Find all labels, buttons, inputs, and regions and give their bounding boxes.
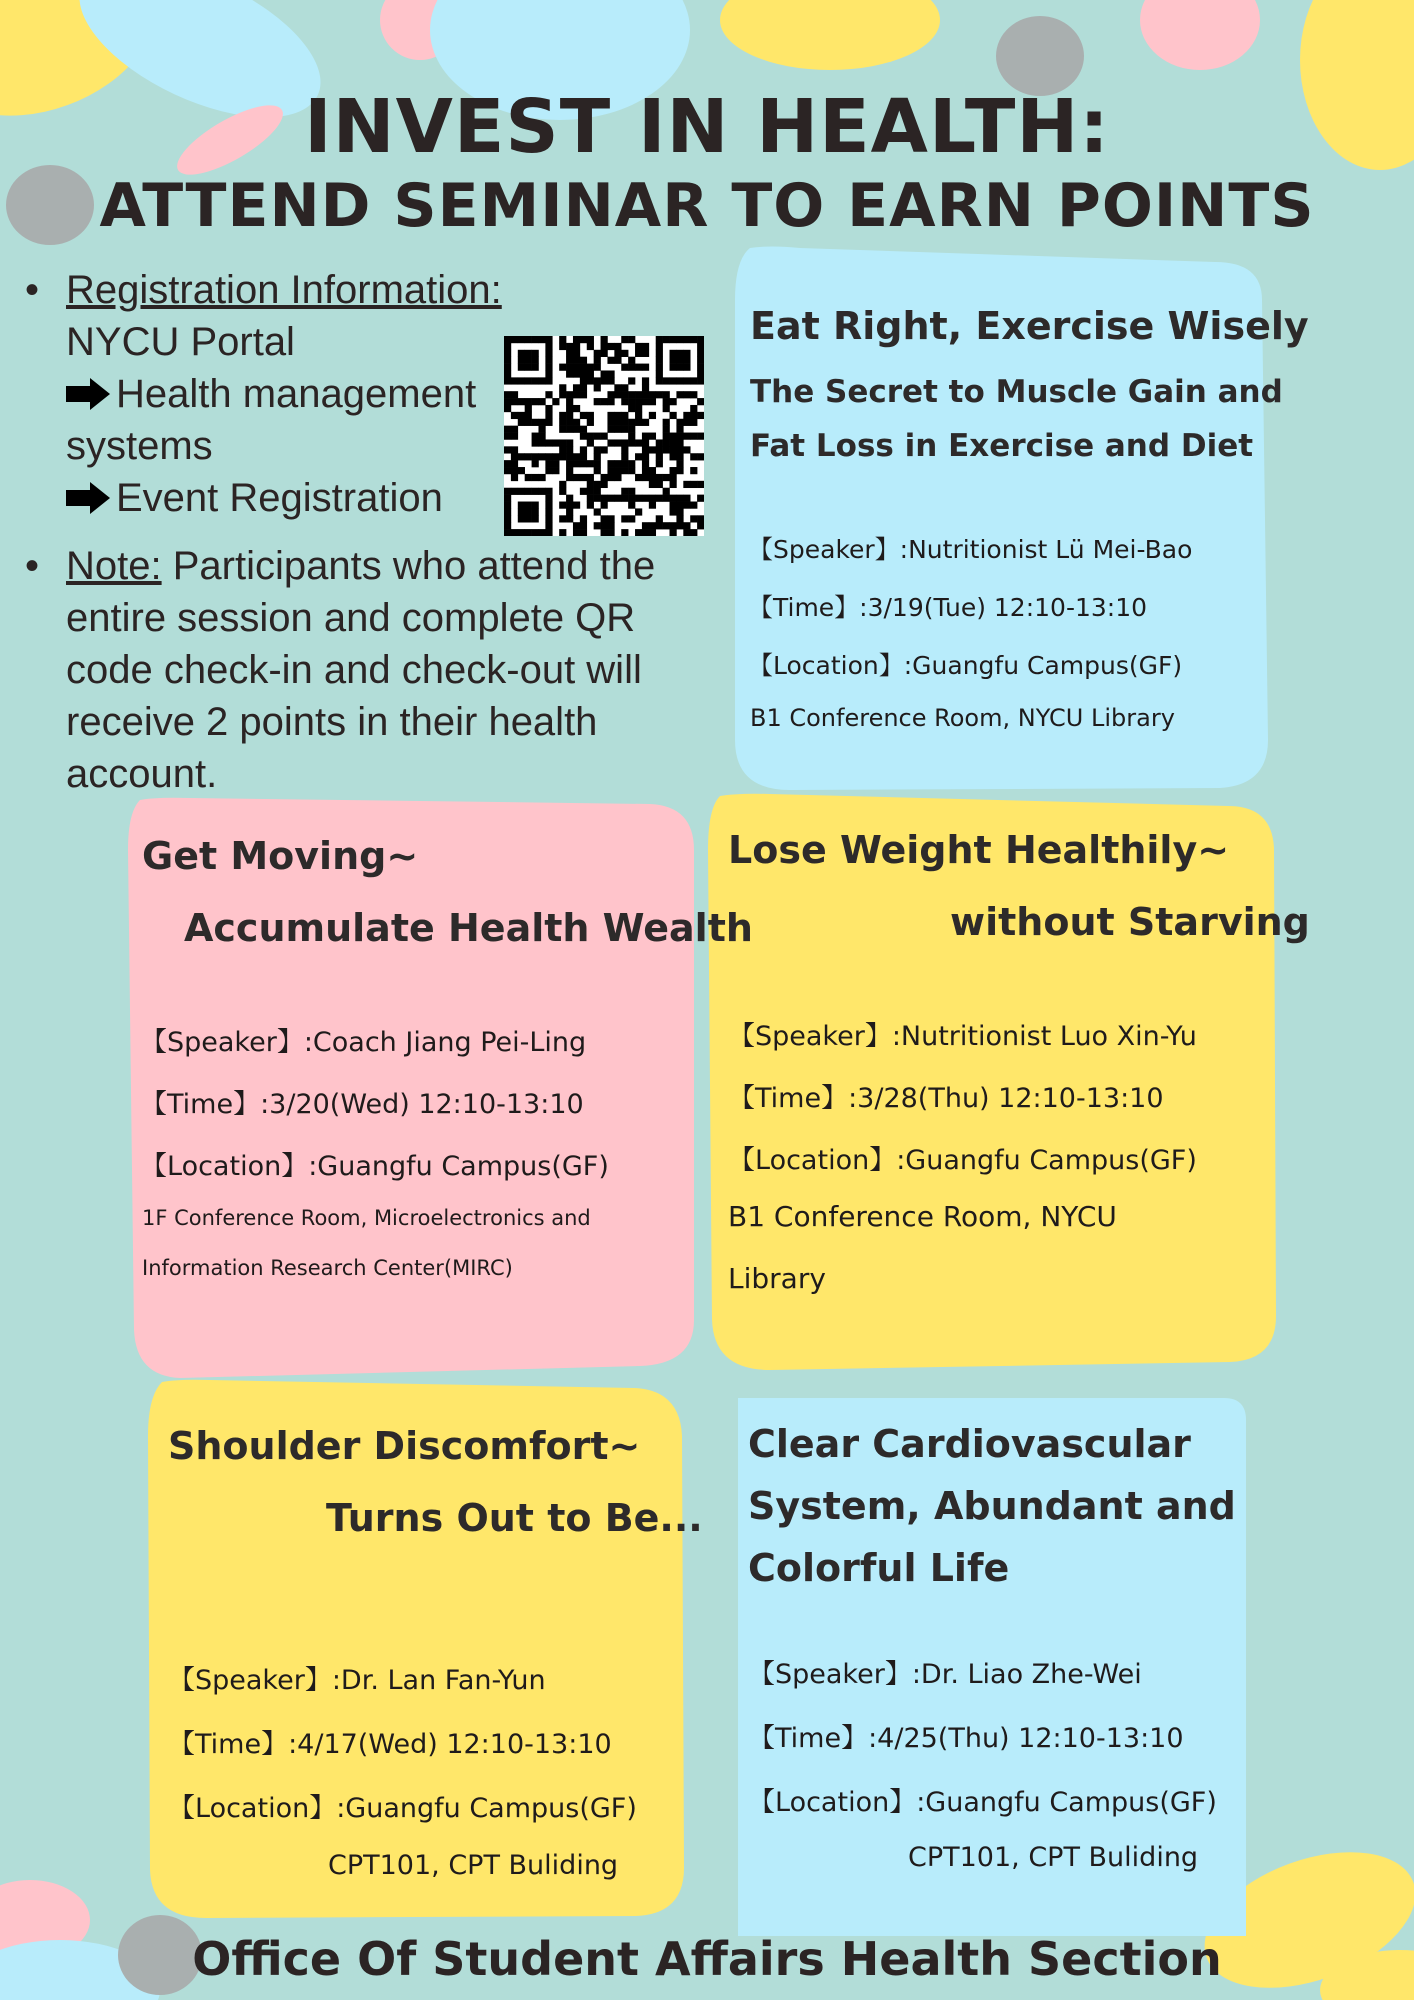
note-block bbox=[22, 540, 682, 800]
card-5-title: Clear Cardiovascular bbox=[748, 1422, 1191, 1466]
card-2-speaker: 【Speaker】:Coach Jiang Pei-Ling bbox=[140, 1027, 587, 1058]
card-2-title: Accumulate Health Wealth bbox=[184, 906, 753, 950]
card-5-room: CPT101, CPT Buliding bbox=[908, 1842, 1199, 1873]
card-5-time: 【Time】:4/25(Thu) 12:10-13:10 bbox=[748, 1723, 1184, 1754]
page-subtitle: ATTEND SEMINAR TO EARN POINTS bbox=[99, 171, 1315, 241]
registration-step: Health management bbox=[22, 368, 532, 420]
registration-step: NYCU Portal bbox=[66, 320, 295, 364]
card-4-room: CPT101, CPT Buliding bbox=[328, 1850, 619, 1881]
card-2-room: 1F Conference Room, Microelectronics and bbox=[142, 1206, 591, 1230]
registration-step: Event Registration bbox=[22, 472, 532, 524]
card-2-time: 【Time】:3/20(Wed) 12:10-13:10 bbox=[140, 1089, 584, 1120]
card-4-title: Turns Out to Be... bbox=[326, 1496, 703, 1540]
card-2-room: Information Research Center(MIRC) bbox=[142, 1256, 513, 1280]
card-3-location: 【Location】:Guangfu Campus(GF) bbox=[728, 1145, 1197, 1176]
card-5-title: Colorful Life bbox=[748, 1546, 1010, 1590]
card-1-speaker: 【Speaker】:Nutritionist Lü Mei-Bao bbox=[748, 535, 1193, 564]
arrow-right-icon bbox=[66, 482, 110, 514]
card-1-room: B1 Conference Room, NYCU Library bbox=[750, 704, 1175, 732]
footer-office: Office Of Student Affairs Health Section bbox=[192, 1932, 1222, 1986]
card-3-speaker: 【Speaker】:Nutritionist Luo Xin-Yu bbox=[728, 1021, 1197, 1052]
card-1-location: 【Location】:Guangfu Campus(GF) bbox=[748, 651, 1183, 680]
card-1-time: 【Time】:3/19(Tue) 12:10-13:10 bbox=[748, 593, 1148, 622]
card-3-room: B1 Conference Room, NYCU bbox=[728, 1200, 1117, 1233]
card-1-subtitle: The Secret to Muscle Gain and bbox=[750, 374, 1283, 410]
arrow-right-icon bbox=[66, 378, 110, 410]
card-5-title: System, Abundant and bbox=[748, 1484, 1236, 1528]
card-1-title: Eat Right, Exercise Wisely bbox=[750, 304, 1309, 348]
bullet: • bbox=[24, 544, 39, 588]
note-label: Note: bbox=[66, 544, 162, 588]
card-4-time: 【Time】:4/17(Wed) 12:10-13:10 bbox=[168, 1729, 612, 1760]
card-3-title: without Starving bbox=[950, 900, 1310, 944]
card-5-speaker: 【Speaker】:Dr. Liao Zhe-Wei bbox=[748, 1659, 1142, 1690]
qr-code-icon[interactable] bbox=[504, 336, 704, 536]
page-title: INVEST IN HEALTH: bbox=[304, 84, 1110, 170]
card-2-location: 【Location】:Guangfu Campus(GF) bbox=[140, 1151, 609, 1182]
registration-step: systems bbox=[66, 424, 213, 468]
card-4-title: Shoulder Discomfort~ bbox=[168, 1424, 641, 1468]
card-2-title: Get Moving~ bbox=[142, 834, 419, 878]
bullet: • bbox=[24, 268, 39, 312]
card-5-location: 【Location】:Guangfu Campus(GF) bbox=[748, 1787, 1217, 1818]
card-4-location: 【Location】:Guangfu Campus(GF) bbox=[168, 1793, 637, 1824]
registration-heading: Registration Information: bbox=[66, 268, 502, 312]
card-3-title: Lose Weight Healthily~ bbox=[728, 828, 1230, 872]
card-1-subtitle: Fat Loss in Exercise and Diet bbox=[750, 428, 1254, 464]
note-text: Participants who attend the entire session and complete QR code check-in and check-out will receive 2 points in their health account. bbox=[66, 544, 656, 796]
card-4-speaker: 【Speaker】:Dr. Lan Fan-Yun bbox=[168, 1665, 546, 1696]
registration-info bbox=[22, 264, 532, 524]
card-3-time: 【Time】:3/28(Thu) 12:10-13:10 bbox=[728, 1083, 1164, 1114]
card-3-room: Library bbox=[728, 1262, 826, 1295]
